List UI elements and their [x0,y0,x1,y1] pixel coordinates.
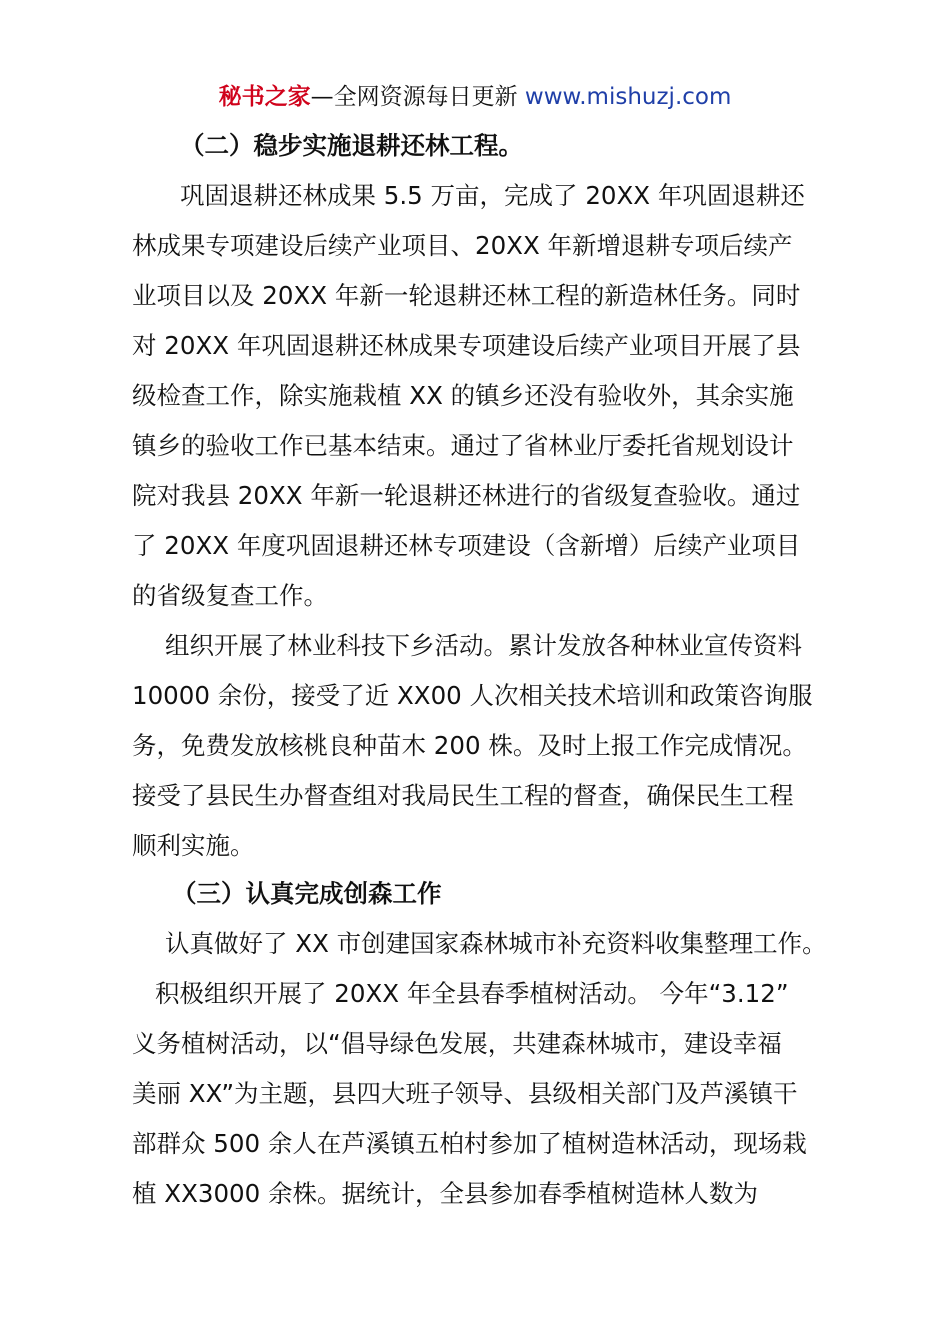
paragraph-line: 级检查工作，除实施栽植 XX 的镇乡还没有验收外，其余实施 [132,381,794,410]
paragraph-line: 植 XX3000 余株。据统计，全县参加春季植树造林人数为 [132,1179,758,1208]
paragraph-line: 院对我县 20XX 年新一轮退耕还林进行的省级复查验收。通过 [132,481,801,510]
paragraph-line: 认真做好了 XX 市创建国家森林城市补充资料收集整理工作。 [165,929,827,958]
paragraph-line: 10000 余份，接受了近 XX00 人次相关技术培训和政策咨询服 [132,681,813,710]
paragraph-line: 的省级复查工作。 [132,581,328,610]
section-heading-3: （三）认真完成创森工作 [172,879,442,908]
site-slogan: —全网资源每日更新 [310,84,525,110]
paragraph-line: 了 20XX 年度巩固退耕还林专项建设（含新增）后续产业项目 [132,531,801,560]
paragraph-line: 美丽 XX”为主题，县四大班子领导、县级相关部门及芦溪镇干 [132,1079,798,1108]
paragraph-line: 接受了县民生办督查组对我局民生工程的督查，确保民生工程 [132,781,794,810]
paragraph-line: 业项目以及 20XX 年新一轮退耕还林工程的新造林任务。同时 [132,281,801,310]
paragraph-line: 镇乡的验收工作已基本结束。通过了省林业厅委托省规划设计 [132,431,794,460]
site-url-link[interactable]: www.mishuzj.com [524,84,732,110]
paragraph-line: 组织开展了林业科技下乡活动。累计发放各种林业宣传资料 [165,631,802,660]
paragraph-line: 对 20XX 年巩固退耕还林成果专项建设后续产业项目开展了县 [132,331,801,360]
brand-name: 秘书之家 [218,84,311,110]
site-header [0,80,950,114]
paragraph-line: 巩固退耕还林成果 5.5 万亩，完成了 20XX 年巩固退耕还 [180,181,805,210]
paragraph-line: 务，免费发放核桃良种苗木 200 株。及时上报工作完成情况。 [132,731,807,760]
section-heading-2: （二）稳步实施退耕还林工程。 [180,131,523,160]
paragraph-line: 林成果专项建设后续产业项目、20XX 年新增退耕专项后续产 [132,231,793,260]
paragraph-line: 积极组织开展了 20XX 年全县春季植树活动。 今年“3.12” [155,979,789,1008]
paragraph-line: 义务植树活动，以“倡导绿色发展，共建森林城市，建设幸福 [132,1029,782,1058]
paragraph-line: 部群众 500 余人在芦溪镇五柏村参加了植树造林活动，现场栽 [132,1129,807,1158]
paragraph-line: 顺利实施。 [132,831,255,860]
